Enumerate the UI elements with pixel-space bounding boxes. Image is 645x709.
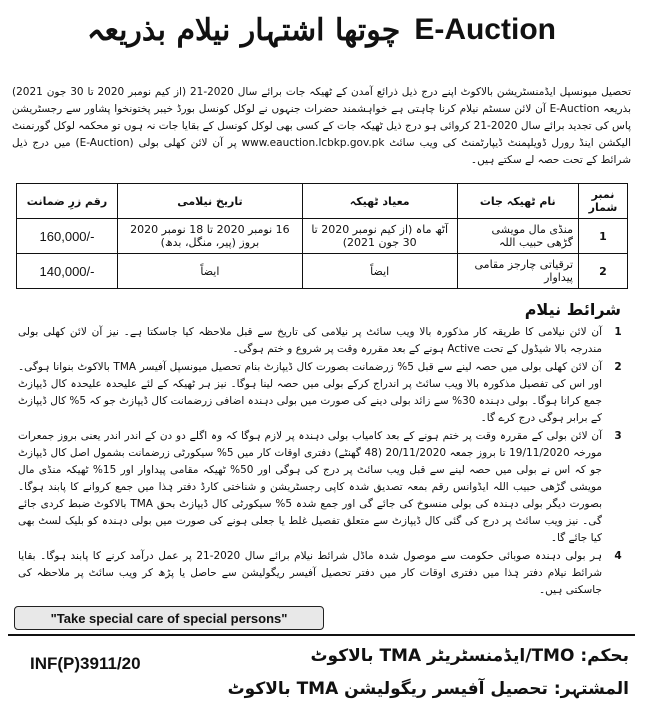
row-duration: ایضاً (302, 254, 457, 289)
title-urdu: چوتھا اشتہار نیلام بذریعہ (87, 12, 401, 48)
condition-number: 3 (614, 430, 622, 442)
special-persons-box: "Take special care of special persons" (14, 606, 324, 630)
reference-number: INF(P)3911/20 (30, 654, 141, 673)
header-auction-date: تاریخ نیلامی (118, 184, 303, 219)
condition-number: 2 (614, 361, 622, 373)
header-contract-name: نام ٹھیکہ جات (457, 184, 578, 219)
condition-text: آن لائن بولی کے مقررہ وقت پر ختم ہونے کے بعد کامیاب بولی دہندہ پر لازم ہوگا کہ وہ اگلے دو دن کے اندر اندر یعنی بروز جمعرات مورخہ 19/11/2020 تا بروز جمعہ 20/11/2020 (48 گھنٹے) دفتری اوقات کار میں 5% سیکورٹی زرضمانت بشمول اصل کال ڈیپازٹ جو کہ اس نے بولی میں حصہ لینے سے قبل ویب سائٹ پر درج کی ہوگی اور 50% ٹھیکہ مقامی پیداوار اور 15% ٹھیکہ منڈی مال مویشی گڑھی حبیب اللہ ایڈوانس رقم بمعہ تصدیق شدہ کاپی رجسٹریشن و شناختی کارڈ دفتر ہٰذا میں جمع کروانے کا پابند ہوگا۔ بصورت دیگر بولی دہندہ کی بولی منسوخ کی جائے گی اور جمع شدہ 5% سیکورٹی کال ڈیپازٹ بحق TMA بالاکوٹ ضبط کردی جائے گی۔ نیز ویب سائٹ پر درج کی گئی کال ڈیپازٹ سے متعلق تفصیل غلط یا جعلی ہونے کی صورت میں بولی دہندہ کو بلیک لسٹ بھی کیا جائے گا۔ (18, 430, 602, 544)
order-authority: بحکم: TMO/ایڈمنسٹریٹر TMA بالاکوٹ (310, 646, 629, 666)
row-serial: 1 (579, 219, 628, 254)
header-serial: نمبر شمار (579, 184, 628, 219)
row-contract-name: منڈی مال مویشی گڑھی حبیب اللہ (457, 219, 578, 254)
list-item (18, 359, 628, 427)
row-security-amount: 160,000/- (17, 219, 118, 254)
condition-number: 1 (614, 326, 622, 338)
condition-text: آن لائن نیلامی کا طریقہ کار مذکورہ بالا ویب سائٹ پر نیلامی کی تاریخ سے قبل ملاحظہ کیا جاسکتا ہے۔ نیز آن لائن کھلی بولی مندرجہ بالا شیڈول کے تحت Active ہونے کے بعد مقررہ وقت پر شروع و ختم ہوگی۔ (18, 326, 602, 355)
condition-text: آن لائن کھلی بولی میں حصہ لینے سے قبل 5% زرضمانت بصورت کال ڈیپازٹ بنام تحصیل میونسپل آفیسر TMA بالاکوٹ بنوانا ہوگی۔ اور اس کی تفصیل مذکورہ بالا ویب سائٹ پر اندراج کرکے بولی میں حصہ لینا ہوگا۔ نیز ہر ٹھیکہ کے لئے علیحدہ علیحدہ کال ڈیپازٹ جمع کرانا ہوگا۔ بولی دہندہ 30% سے زائد بولی دینے کی صورت میں بولی دہندہ اضافی زرضمانت کال ڈیپازٹ جو کہ 5% کال ڈیپازٹ کے برابر ہوگی درج کرے گا۔ (18, 361, 602, 424)
header-security-amount: رقم زرِ ضمانت (17, 184, 118, 219)
row-auction-date: 16 نومبر 2020 تا 18 نومبر 2020 بروز (پیر، منگل، بدھ) (118, 219, 303, 254)
row-security-amount: 140,000/- (17, 254, 118, 289)
row-contract-name: ترقیاتی چارجز مقامی پیداوار (457, 254, 578, 289)
table-row (17, 219, 628, 254)
condition-text: ہر بولی دہندہ صوبائی حکومت سے موصول شدہ ماڈل شرائط نیلام برائے سال 2020-21 پر عمل درآمد کرنے کا پابند ہوگا۔ بقایا شرائط نیلام دفتر ہٰذا میں دفتری اوقات کار میں دفتر تحصیل آفیسر ریگولیشن سے حاصل یا پڑھ کر ویب سائٹ پر ملاحظہ کی جاسکتی ہیں۔ (18, 550, 602, 596)
footer-divider (8, 634, 635, 636)
conditions-list (18, 324, 628, 600)
row-auction-date: ایضاً (118, 254, 303, 289)
table-row (17, 254, 628, 289)
header-duration: معیاد ٹھیکہ (302, 184, 457, 219)
list-item (18, 428, 628, 547)
condition-number: 4 (614, 550, 622, 562)
list-item (18, 324, 628, 358)
notice-title (8, 6, 635, 54)
publisher-authority: المشتہر: تحصیل آفیسر ریگولیشن TMA بالاکوٹ (227, 679, 629, 699)
intro-paragraph: تحصیل میونسپل ایڈمنسٹریشن بالاکوٹ اپنے درج ذیل ذرائع آمدن کے ٹھیکہ جات برائے سال 2020-21 (از کیم نومبر 2020 تا 30 جون 2021) بذریعہ E-Auction آن لائن سسٹم نیلام کرنا چاہتی ہے خواہشمند حضرات جنہوں نے لوکل کونسل بورڈ خیبر پختونخوا پشاور سے رجسٹریشن پاس کی تجدید برائے سال 2020-21 کروائی ہو درج ذیل ٹھیکہ جات کے کسی بھی لوکل کونسل کے بقایا جات نہ ہوں تو محکمہ لوکل گورنمنٹ الیکشن اینڈ رورل ڈویلپمنٹ ڈیپارٹمنٹ کی ویب سائٹ www.eauction.lcbkp.gov.pk پر آن لائن کھلی بولی (E-Auction) میں درج ذیل شرائط کے تحت حصہ لے سکتے ہیں۔ (12, 86, 631, 166)
row-duration: آٹھ ماہ (از کیم نومبر 2020 تا 30 جون 2021) (302, 219, 457, 254)
row-serial: 2 (579, 254, 628, 289)
contracts-table (16, 183, 628, 289)
title-english: E-Auction (414, 13, 556, 46)
conditions-title: شرائط نیلام (524, 300, 621, 319)
auction-notice (8, 6, 635, 703)
table-header-row (17, 184, 628, 219)
list-item (18, 548, 628, 599)
